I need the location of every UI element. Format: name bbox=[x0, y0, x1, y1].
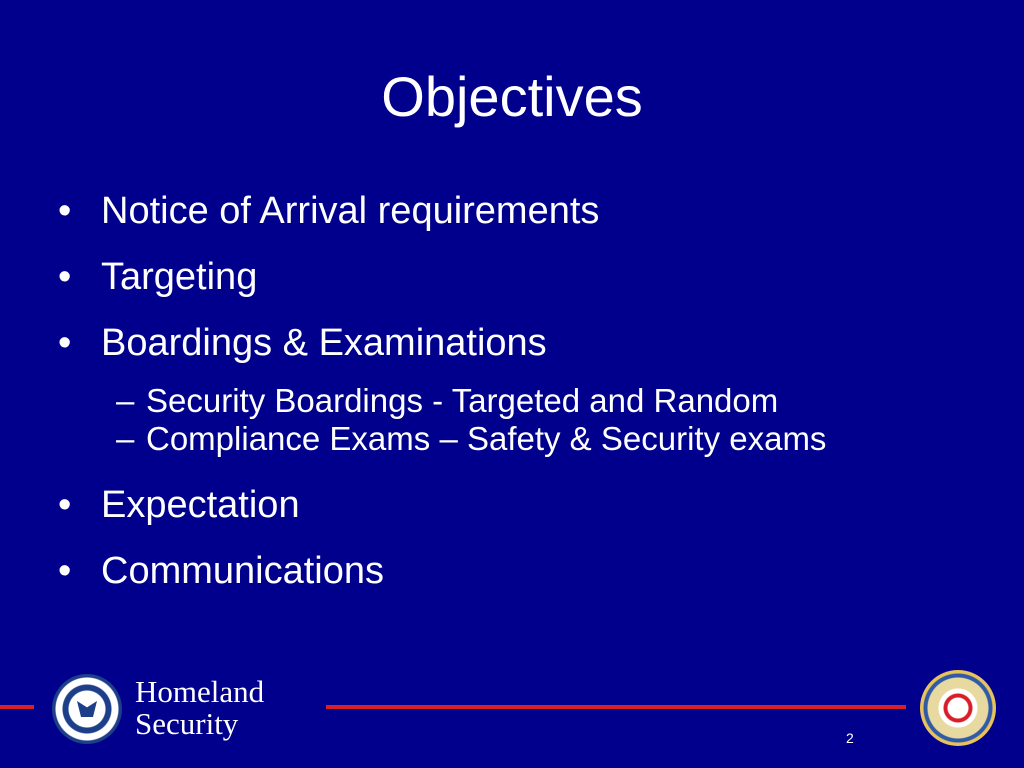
logo-line-1: Homeland bbox=[135, 674, 265, 709]
list-item bbox=[58, 482, 958, 528]
sub-bullet-text: Security Boardings - Targeted and Random bbox=[146, 382, 779, 419]
bullet-mark: • bbox=[58, 550, 72, 592]
bullet-text: Communications bbox=[101, 550, 384, 592]
bullet-mark: • bbox=[58, 190, 72, 232]
bullet-mark: • bbox=[58, 256, 72, 298]
page-number: 2 bbox=[846, 730, 854, 746]
bullet-list bbox=[58, 188, 958, 614]
bullet-text: Notice of Arrival requirements bbox=[101, 190, 600, 232]
list-item bbox=[58, 254, 958, 300]
bullet-text: Targeting bbox=[101, 256, 258, 298]
footer-divider-left bbox=[0, 705, 34, 709]
bullet-text: Boardings & Examinations bbox=[101, 322, 547, 364]
bullet-mark: • bbox=[58, 484, 72, 526]
bullet-text: Expectation bbox=[101, 484, 300, 526]
bullet-mark: • bbox=[58, 322, 72, 364]
slide-title: Objectives bbox=[381, 65, 643, 128]
dash-mark: – bbox=[116, 382, 135, 419]
sub-list-item bbox=[58, 416, 958, 462]
list-item bbox=[58, 320, 958, 366]
coast-guard-seal-icon bbox=[920, 670, 996, 746]
homeland-security-logo bbox=[135, 676, 264, 740]
dash-mark: – bbox=[116, 420, 135, 457]
list-item bbox=[58, 548, 958, 594]
logo-line-2: Security bbox=[135, 706, 239, 741]
footer-divider-right bbox=[326, 705, 906, 709]
sub-bullet-text: Compliance Exams – Safety & Security exams bbox=[146, 420, 827, 457]
list-item bbox=[58, 188, 958, 234]
